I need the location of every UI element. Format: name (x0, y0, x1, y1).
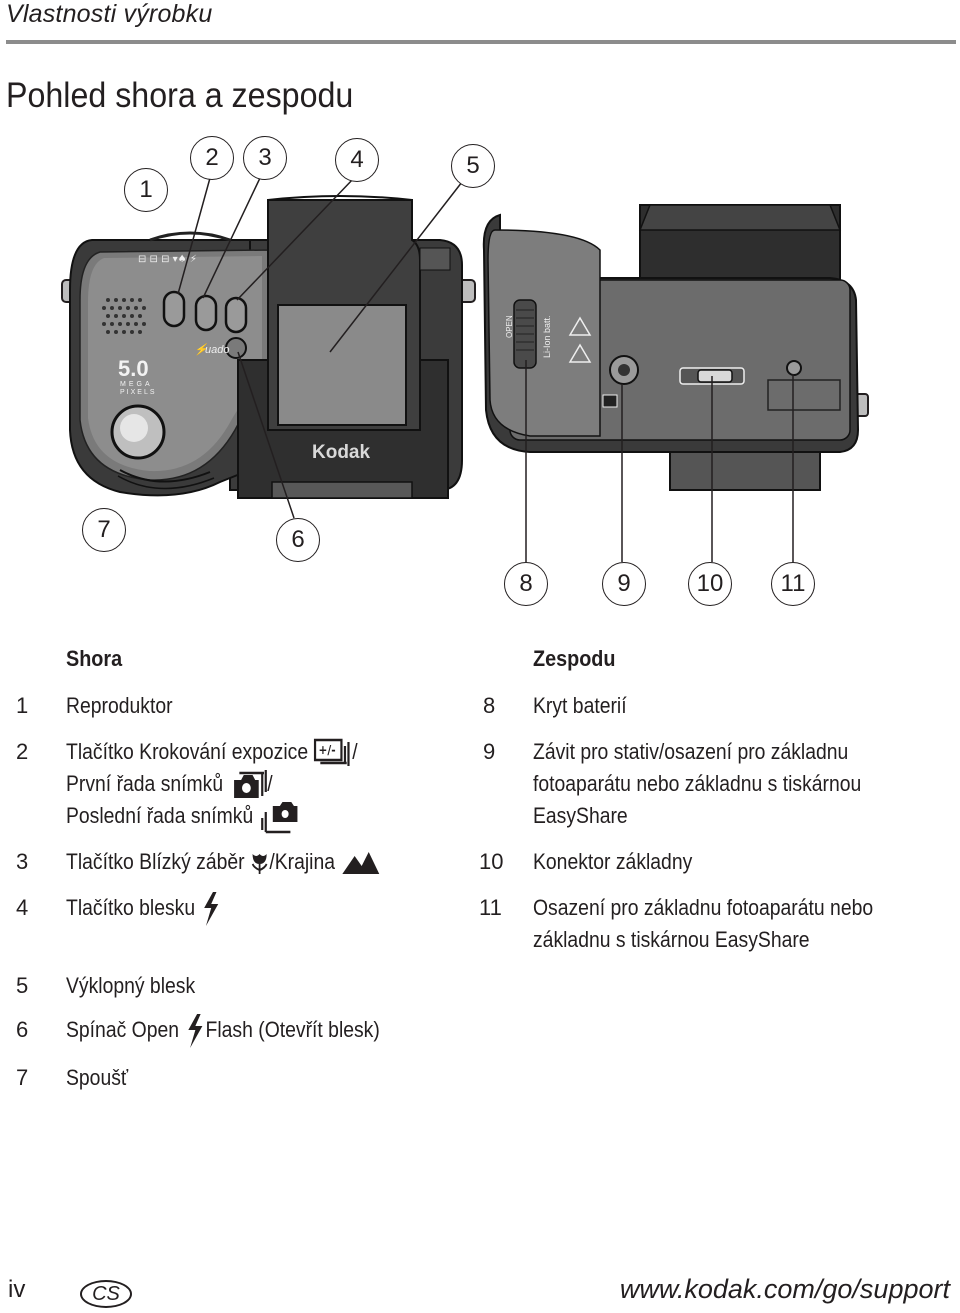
legend-text: Tlačítko blesku (66, 895, 196, 920)
legend-item-3: 3 Tlačítko Blízký záběr /Krajina (16, 846, 456, 878)
page-title: Pohled shora a zespodu (6, 76, 354, 115)
legend-text: Kryt baterií (533, 693, 627, 718)
callout-2: 2 (190, 136, 234, 180)
last-burst-icon (259, 802, 301, 834)
legend-number: 4 (16, 895, 29, 920)
legend-number: 8 (483, 693, 496, 718)
legend-item-6: 6 Spínač Open Flash (Otevřít blesk) (16, 1014, 456, 1050)
legend-number: 9 (483, 739, 496, 764)
callout-9: 9 (602, 562, 646, 606)
legend-text: Reproduktor (66, 693, 173, 718)
legend-text: Tlačítko Blízký záběr (66, 849, 245, 874)
header-section-title: Vlastnosti výrobku (6, 0, 213, 28)
legend-text: fotoaparátu nebo základnu s tiskárnou (533, 771, 862, 796)
legend-item-5 (16, 970, 456, 1002)
legend-item-11 (479, 892, 953, 958)
callout-5: 5 (451, 144, 495, 188)
legend-text: První řada snímků (66, 771, 224, 797)
legend-number: 1 (16, 693, 29, 718)
legend-number: 7 (16, 1065, 29, 1090)
svg-text:⚡: ⚡ (194, 344, 208, 356)
legend-number: 2 (16, 739, 29, 764)
flash-icon (201, 892, 222, 926)
svg-text:⊟ ⊟ ⊟ ▾♠ ⚡: ⊟ ⊟ ⊟ ▾♠ ⚡ (138, 254, 197, 265)
first-burst-icon (228, 770, 267, 800)
legend-item-7 (16, 1062, 456, 1094)
legend-text: Tlačítko Krokování expozice (66, 739, 309, 764)
legend-item-8 (483, 690, 953, 722)
pixels-label: PIXELS (120, 389, 157, 396)
svg-text:+/-: +/- (318, 743, 336, 758)
support-url[interactable]: www.kodak.com/go/support (619, 1274, 950, 1304)
exposure-bracketing-icon (314, 738, 353, 768)
landscape-icon (340, 850, 380, 876)
legend-text: základnu s tiskárnou EasyShare (533, 927, 810, 952)
legend-text: Konektor základny (533, 849, 693, 874)
legend-text: Poslední řada snímků (66, 803, 254, 829)
legend-number: 6 (16, 1017, 29, 1042)
legend-text: Osazení pro základnu fotoaparátu nebo (533, 895, 874, 920)
language-badge: CS (80, 1280, 132, 1308)
legend-text: Výklopný blesk (66, 973, 196, 998)
legend-number: 3 (16, 849, 29, 874)
legend-number: 10 (479, 849, 504, 874)
open-label: OPEN (505, 315, 514, 338)
kodak-brand: Kodak (312, 442, 371, 463)
flash-switch-label: uado (205, 344, 230, 356)
page-number: iv (8, 1276, 26, 1303)
legend-item-9 (483, 736, 953, 836)
callout-7: 7 (82, 508, 126, 552)
legend-text: Spínač Open (66, 1017, 180, 1042)
callout-11: 11 (771, 562, 815, 606)
mega-label: MEGA (120, 381, 153, 388)
legend-item-4 (16, 892, 456, 928)
callout-1: 1 (124, 168, 168, 212)
camera-top-view (62, 196, 475, 498)
legend-item-1 (16, 690, 456, 722)
callout-10: 10 (688, 562, 732, 606)
legend-number: 11 (479, 895, 502, 920)
legend-item-10 (479, 846, 953, 878)
legend-text: EasyShare (533, 803, 628, 828)
callout-6: 6 (276, 518, 320, 562)
callout-8: 8 (504, 562, 548, 606)
legend-item-2: 2 Tlačítko Krokování expozice +/- / První řada snímků / Poslední řada snímků (16, 736, 456, 836)
camera-figure (0, 130, 960, 610)
battery-label: Li-Ion batt. (542, 315, 552, 358)
bottom-view-heading: Zespodu (533, 646, 616, 671)
flash-icon (184, 1014, 205, 1048)
legend-text: Závit pro stativ/osazení pro základnu (533, 739, 849, 764)
megapixel-label: 5.0 (118, 356, 149, 381)
legend-number: 5 (16, 973, 29, 998)
legend-text: Spoušť (66, 1065, 129, 1090)
camera-bottom-view (484, 205, 868, 490)
callout-4: 4 (335, 138, 379, 182)
header-rule (6, 40, 956, 44)
top-view-heading: Shora (66, 646, 123, 671)
close-up-icon (250, 850, 269, 876)
callout-3: 3 (243, 136, 287, 180)
